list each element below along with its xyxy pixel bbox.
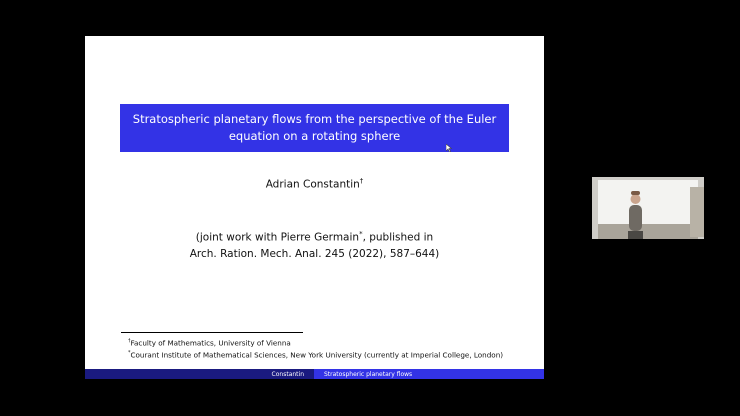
slide-footer xyxy=(85,369,544,379)
joint-line-2: Arch. Ration. Mech. Anal. 245 (2022), 587–644) xyxy=(189,247,440,260)
author-line xyxy=(85,177,544,191)
footer-title: Stratospheric planetary flows xyxy=(314,369,544,379)
footnote-2-mark: * xyxy=(128,350,131,357)
joint-line-1: (joint work with Pierre Germain xyxy=(195,231,360,244)
author-name: Adrian Constantin xyxy=(265,178,360,191)
presentation-slide xyxy=(85,36,544,369)
joint-work-note xyxy=(85,226,544,262)
footnote-rule xyxy=(121,332,303,333)
footer-author: Constantin xyxy=(85,369,314,379)
slide-title-line-1: Stratospheric planetary flows from the perspective of the Euler xyxy=(132,112,497,126)
footnote-2 xyxy=(121,348,521,360)
footnotes xyxy=(121,336,521,361)
mouse-cursor-icon xyxy=(446,144,452,154)
footnote-1-text: Faculty of Mathematics, University of Vienna xyxy=(130,338,291,348)
webcam-video-feed xyxy=(592,177,704,239)
footnote-1 xyxy=(121,336,521,348)
footnote-1-mark: † xyxy=(128,338,131,344)
author-footnote-mark: † xyxy=(359,177,364,185)
slide-title-line-2: equation on a rotating sphere xyxy=(228,129,401,143)
footnote-2-text: Courant Institute of Mathematical Sciences, New York University (currently at Imperial College, London) xyxy=(130,350,504,360)
joint-line-1-end: , published in xyxy=(362,231,434,244)
joint-footnote-mark: * xyxy=(359,230,363,238)
